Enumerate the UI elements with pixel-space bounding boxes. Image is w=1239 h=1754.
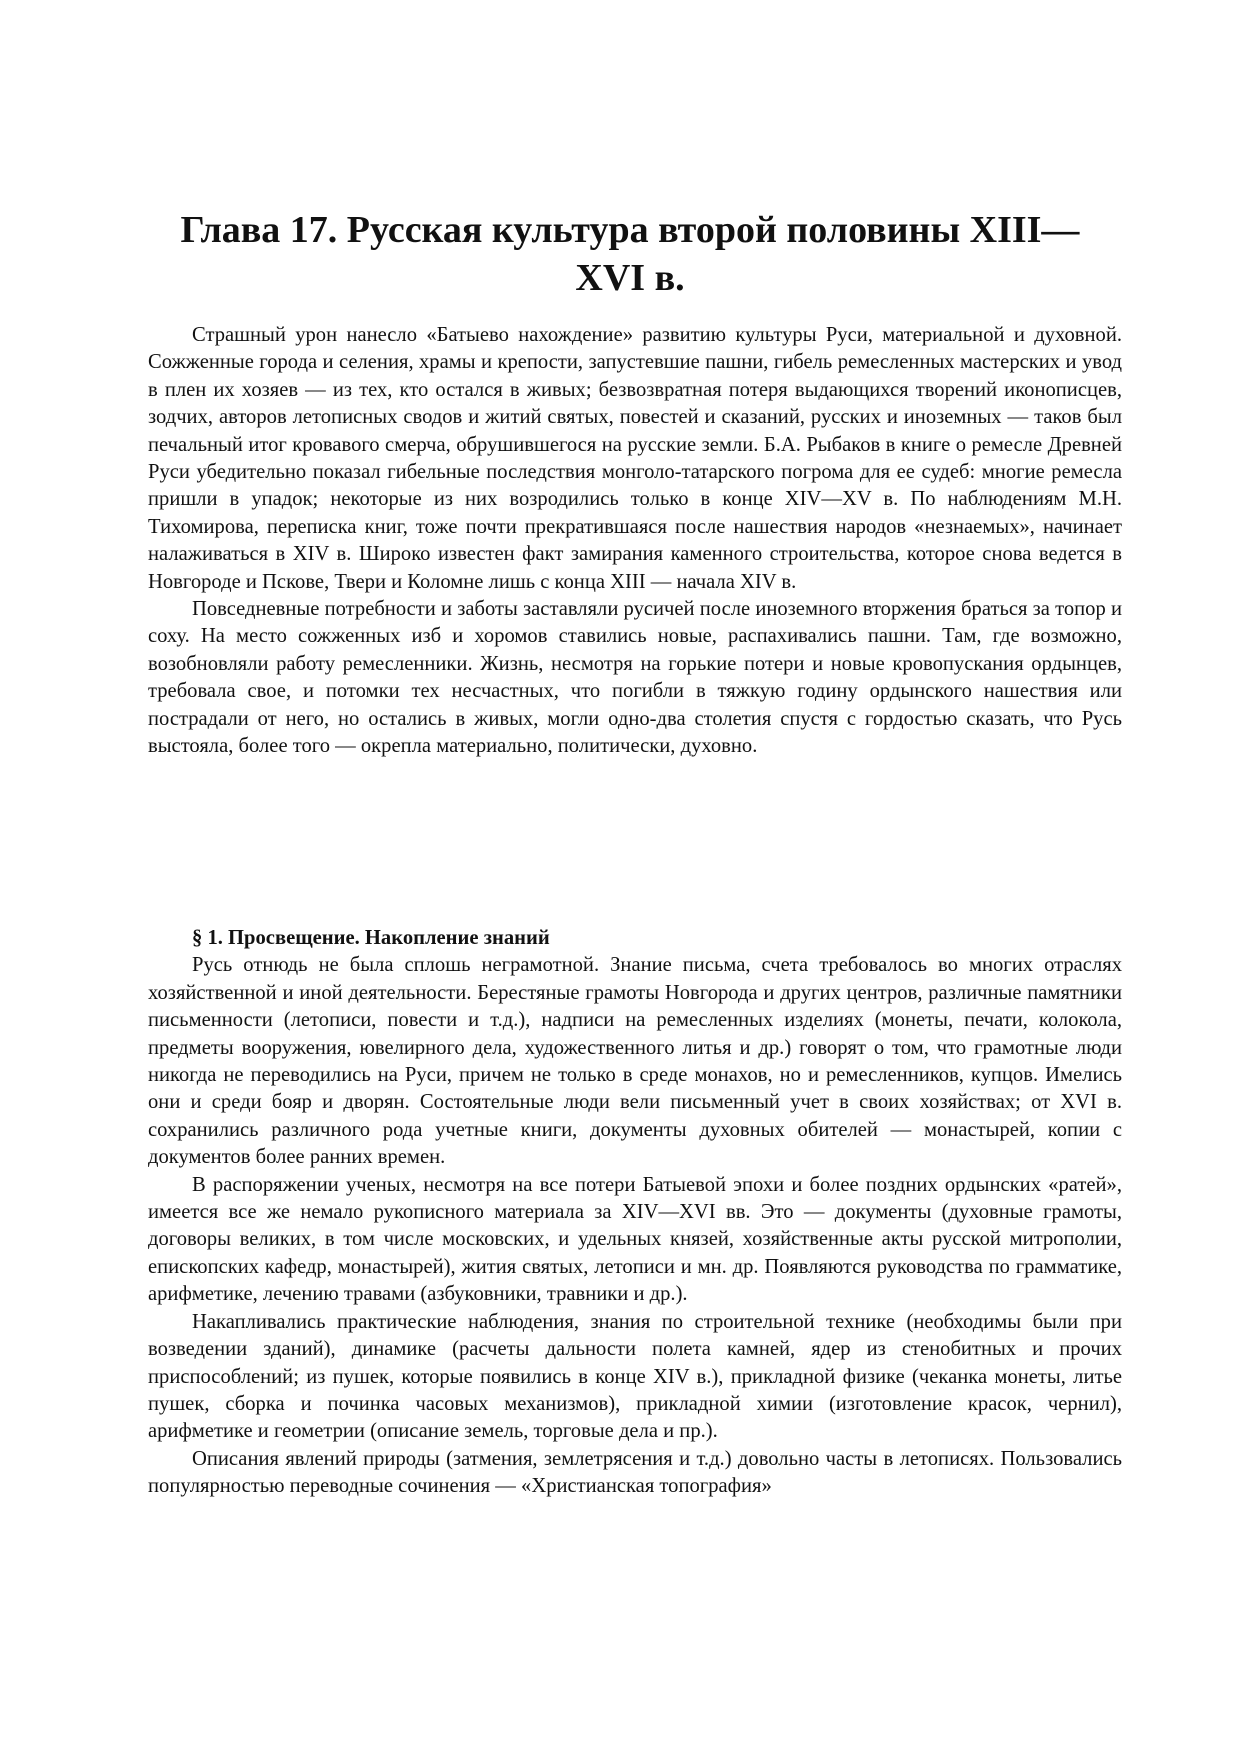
chapter-title <box>160 206 1100 302</box>
section-paragraph: В распоряжении ученых, несмотря на все потери Батыевой эпохи и более поздних ордынских «ратей», имеется все же немало рукописного материала за XIV—XVI вв. Это — документы (духовные грамоты, договоры великих, в том числе московских, и удельных князей, хозяйственные акты русской митрополии, епископских кафедр, монастырей), жития святых, летописи и мн. др. Появляются руководства по грамматике, арифметике, лечению травами (азбуковники, травники и др.). <box>148 1173 1122 1306</box>
intro-paragraph: Страшный урон нанесло «Батыево нахождение» развитию культуры Руси, материальной и духовной. Сожженные города и селения, храмы и крепости, запустевшие пашни, гибель ремесленных мастерских и увод в плен их хозяев — из тех, кто остался в живых; безвозвратная потеря выдающихся творений иконописцев, зодчих, авторов летописных сводов и житий святых, повестей и сказаний, русских и иноземных — таков был печальный итог кровавого смерча, обрушившегося на русские земли. Б.А. Рыбаков в книге о ремесле Древней Руси убедительно показал гибельные последствия монголо-татарского погрома для ее судеб: многие ремесла пришли в упадок; некоторые из них возродились только в конце XIV—XV в. По наблюдениям М.Н. Тихомирова, переписка книг, тоже почти прекратившаяся после нашествия народов «незнаемых», начинает налаживаться в XIV в. Широко известен факт замирания каменного строительства, которое снова ведется в Новгороде и Пскове, Твери и Коломне лишь с конца XIII — начала XIV в. <box>148 324 1122 593</box>
intro-text <box>148 322 1122 761</box>
section-paragraph: Русь отнюдь не была сплошь неграмотной. Знание письма, счета требовалось во многих отраслях хозяйственной и иной деятельности. Берестяные грамоты Новгорода и других центров, различные памятники письменности (летописи, повести и т.д.), надписи на ремесленных изделиях (монеты, печати, колокола, предметы вооружения, ювелирного дела, художественного литья и др.) говорят о том, что грамотные люди никогда не переводились на Руси, причем не только в среде монахов, но и ремесленников, купцов. Имелись они и среди бояр и дворян. Состоятельные люди вели письменный учет в своих хозяйствах; от XVI в. сохранились различного рода учетные книги, документы духовных обителей — монастырей, копии с документов более ранних времен. <box>148 954 1122 1169</box>
section-1 <box>148 925 1122 1501</box>
chapter-title-line-1: Глава 17. Русская культура второй половины XIII— <box>180 209 1080 251</box>
intro-paragraph: Повседневные потребности и заботы заставляли русичей после иноземного вторжения браться за топор и соху. На место сожженных изб и хоромов ставились новые, распахивались пашни. Там, где возможно, возобновляли работу ремесленники. Жизнь, несмотря на горькие потери и новые кровопускания ордынцев, требовала свое, и потомки тех несчастных, что погибли в тяжкую годину ордынского нашествия или пострадали от него, но остались в живых, могли одно-два столетия спустя с гордостью сказать, что Русь выстояла, более того — окрепла материально, политически, духовно. <box>148 598 1122 758</box>
section-paragraph: Описания явлений природы (затмения, землетрясения и т.д.) довольно часты в летописях. Пользовались популярностью переводные сочинения — «Христианская топография» <box>148 1447 1122 1498</box>
section-heading: § 1. Просвещение. Накопление знаний <box>192 927 550 949</box>
chapter-title-line-2: XVI в. <box>575 257 685 299</box>
section-paragraph: Накапливались практические наблюдения, знания по строительной технике (необходимы были при возведении зданий), динамике (расчеты дальности полета камней, ядер из стенобитных и прочих приспособлений; из пушек, которые появились в конце XIV в.), прикладной физике (чеканка монеты, литье пушек, сборка и починка часовых механизмов), прикладной химии (изготовление красок, чернил), арифметике и геометрии (описание земель, торговые дела и пр.). <box>148 1310 1122 1443</box>
